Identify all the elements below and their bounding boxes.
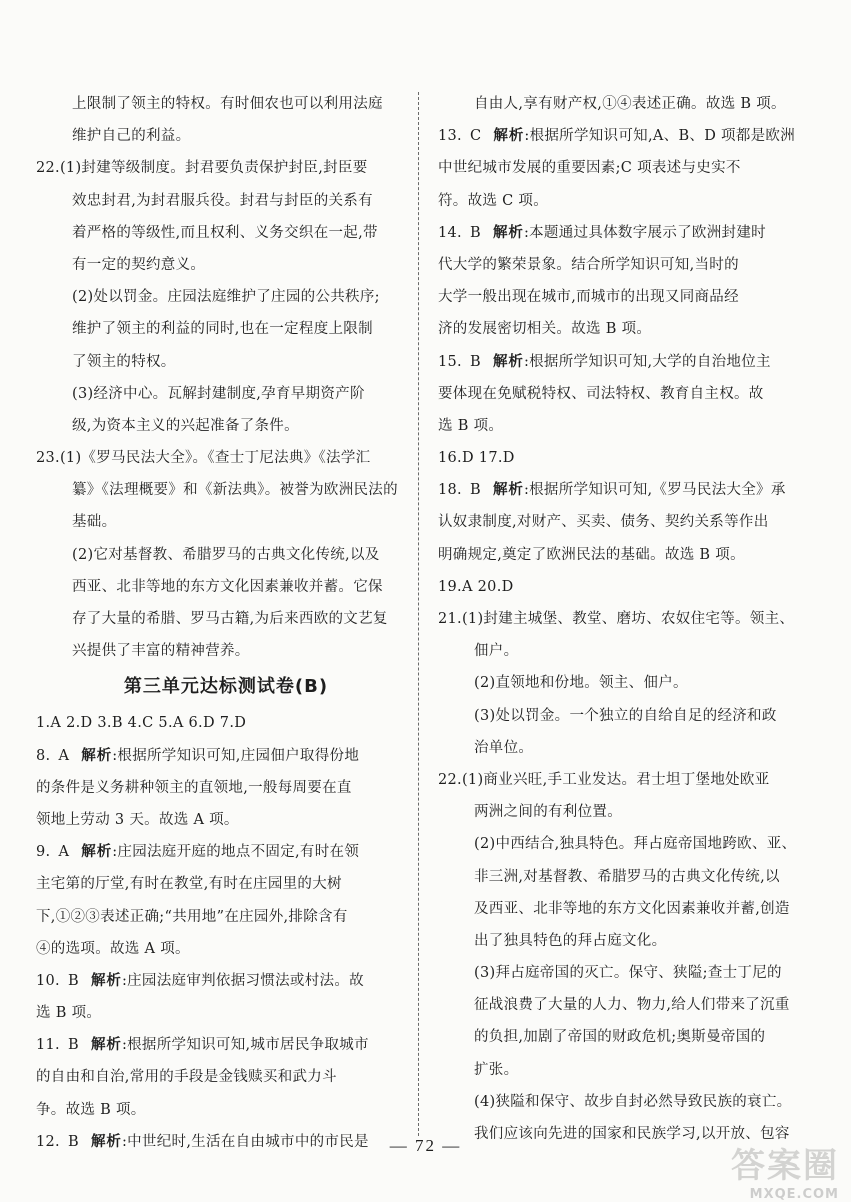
text-line: 的自由和自治,常用的手段是金钱赎买和武力斗 — [36, 1069, 337, 1086]
answer-22-line — [438, 764, 818, 796]
text-line: 兴提供了丰富的精神营养。 — [72, 643, 250, 660]
analysis-tag: 解析 — [90, 972, 122, 989]
text-line: 及西亚、北非等地的东方文化因素兼收并蓄,创造 — [474, 900, 790, 917]
question-number: 22. — [36, 160, 60, 177]
text-line: 大学一般出现在城市,而城市的出现又同商品经 — [438, 289, 739, 306]
question-number: 13. — [438, 128, 462, 145]
question-number: 22. — [438, 771, 462, 788]
text-line: (3)处以罚金。一个独立的自给自足的经济和政 — [474, 707, 777, 724]
analysis-text: 根据所学知识可知,大学的自治地位主 — [529, 353, 771, 370]
analysis-text: 根据所学知识可知,庄园佃户取得份地 — [117, 747, 360, 764]
text-line: 治单位。 — [474, 739, 534, 756]
question-number: 23. — [36, 450, 60, 467]
analysis-text: 中世纪时,生活在自由城市中的市民是 — [127, 1133, 369, 1150]
text-line: 上限制了领主的特权。有时佃农也可以利用法庭 — [72, 96, 383, 112]
answer-13-line: 13. C 解析:根据所学知识可知,A、B、D 项都是欧洲 — [438, 120, 818, 152]
text-line: 西亚、北非等地的东方文化因素兼收并蓄。它保 — [72, 578, 383, 595]
text-line: 征战浪费了大量的人力、物力,给人们带来了沉重 — [474, 997, 790, 1014]
answer-letter: B — [469, 482, 481, 499]
answer-12-line: 12. B 解析:中世纪时,生活在自由城市中的市民是 — [36, 1126, 416, 1158]
text-line: (2)中西结合,独具特色。拜占庭帝国地跨欧、亚、 — [474, 836, 797, 853]
watermark-logo — [689, 1138, 839, 1202]
text-line: 纂》《法理概要》和《新法典》。被誉为欧洲民法的 — [72, 482, 398, 499]
text-line: 维护自己的利益。 — [72, 128, 191, 145]
answer-18-line: 18. B 解析:根据所学知识可知,《罗马民法大全》承 — [438, 474, 818, 506]
question-number: 14. — [438, 224, 462, 241]
analysis-tag: 解析 — [492, 353, 524, 370]
analysis-tag: 解析 — [90, 1133, 122, 1150]
text-line: 扩张。 — [474, 1061, 519, 1078]
text-line: 级,为资本主义的兴起准备了条件。 — [72, 417, 299, 434]
question-number: 9. — [36, 844, 51, 861]
answer-text: (1)商业兴旺,手工业发达。君士坦丁堡地处欧亚 — [461, 771, 770, 788]
answer-letter: B — [67, 972, 79, 989]
simple-answers: 16.D 17.D — [438, 450, 515, 467]
text-line: 的负担,加剧了帝国的财政危机;奥斯曼帝国的 — [474, 1029, 766, 1046]
text-line: 非三洲,对基督教、希腊罗马的古典文化传统,以 — [474, 868, 780, 885]
text-line: 两洲之间的有利位置。 — [474, 804, 622, 821]
text-line: 明确规定,奠定了欧洲民法的基础。故选 B 项。 — [438, 546, 745, 563]
text-line: 维护了领主的利益的同时,也在一定程度上限制 — [72, 321, 373, 338]
answer-14-line: 14. B 解析:本题通过具体数字展示了欧洲封建时 — [438, 217, 818, 249]
text-line: 选 B 项。 — [438, 417, 504, 434]
answer-letter: C — [469, 128, 482, 145]
text-line: 要体现在免赋税特权、司法特权、教育自主权。故 — [438, 385, 764, 402]
analysis-tag: 解析 — [81, 747, 113, 764]
analysis-tag: 解析 — [81, 844, 113, 861]
text-line: 有一定的契约意义。 — [72, 256, 206, 273]
question-number: 21. — [438, 611, 462, 627]
text-line: 代大学的繁荣景象。结合所学知识可知,当时的 — [438, 256, 739, 273]
text-line: 佃户。 — [474, 643, 519, 660]
text-line: 的条件是义务耕种领主的直领地,一般每周要在直 — [36, 779, 352, 796]
text-line: ④的选项。故选 A 项。 — [36, 940, 190, 957]
analysis-text: 根据所学知识可知,城市居民争取城市 — [127, 1037, 369, 1054]
text-line: 着严格的等级性,而且权利、义务交织在一起,带 — [72, 224, 378, 241]
answer-letter: A — [58, 844, 70, 861]
analysis-text: 庄园法庭审判依据习惯法或村法。故 — [127, 972, 364, 989]
answer-10-line: 10. B 解析:庄园法庭审判依据习惯法或村法。故 — [36, 965, 416, 997]
analysis-text: 本题通过具体数字展示了欧洲封建时 — [529, 224, 766, 241]
text-line: (2)直领地和份地。领主、佃户。 — [474, 675, 688, 692]
left-column — [36, 88, 416, 1158]
answer-21-line — [438, 603, 818, 635]
question-number: 10. — [36, 972, 60, 989]
answer-8-line: 8. A 解析:根据所学知识可知,庄园佃户取得份地 — [36, 740, 416, 772]
text-line: 我们应该向先进的国家和民族学习,以开放、包容 — [474, 1126, 790, 1142]
analysis-tag: 解析 — [90, 1037, 122, 1054]
answer-text: (1)封建主城堡、教堂、磨坊、农奴住宅等。领主、 — [461, 611, 795, 627]
text-line: 出了独具特色的拜占庭文化。 — [474, 932, 667, 949]
text-line: (4)狭隘和保守、故步自封必然导致民族的衰亡。 — [474, 1093, 792, 1110]
answer-text: (1)封建等级制度。封君要负责保护封臣,封臣要 — [59, 160, 368, 177]
answer-23-line — [36, 442, 416, 474]
text-line: 争。故选 B 项。 — [36, 1101, 146, 1118]
text-line: (3)拜占庭帝国的灭亡。保守、狭隘;查士丁尼的 — [474, 965, 782, 982]
question-number: 11. — [36, 1037, 60, 1054]
answer-text: (1)《罗马民法大全》。《查士丁尼法典》《法学汇 — [59, 450, 371, 467]
answer-11-line: 11. B 解析:根据所学知识可知,城市居民争取城市 — [36, 1029, 416, 1061]
watermark-url: MXQE.COM — [749, 1187, 839, 1202]
answer-letter: B — [469, 353, 481, 370]
simple-answers: 19.A 20.D — [438, 578, 514, 595]
analysis-text: 庄园法庭开庭的地点不固定,有时在领 — [117, 844, 360, 861]
text-line: 认奴隶制度,对财产、买卖、债务、契约关系等作出 — [438, 514, 769, 531]
section-title: 第三单元达标测试卷(B) — [123, 676, 329, 698]
right-column — [438, 88, 818, 1150]
analysis-text: 根据所学知识可知,《罗马民法大全》承 — [529, 482, 786, 499]
answer-letter: B — [67, 1037, 79, 1054]
analysis-tag: 解析 — [493, 128, 525, 145]
text-line: 中世纪城市发展的重要因素;C 项表述与史实不 — [438, 160, 741, 177]
answer-letter: A — [58, 747, 70, 764]
answer-letter: B — [469, 224, 481, 241]
watermark-glyphs: 答案圈 — [731, 1146, 839, 1186]
question-number: 18. — [438, 482, 462, 499]
page-number: — 72 — — [389, 1136, 462, 1155]
analysis-tag: 解析 — [492, 482, 524, 499]
analysis-text: 根据所学知识可知,A、B、D 项都是欧洲 — [529, 128, 796, 145]
text-line: 济的发展密切相关。故选 B 项。 — [438, 321, 652, 338]
text-line: 了领主的特权。 — [72, 353, 176, 370]
answer-22-line — [36, 152, 416, 184]
text-line: 选 B 项。 — [36, 1005, 102, 1022]
text-line: 效忠封君,为封君服兵役。封君与封臣的关系有 — [72, 192, 373, 209]
column-divider — [418, 92, 419, 1136]
text-line: 自由人,享有财产权,①④表述正确。故选 B 项。 — [474, 96, 786, 112]
text-line: 下,①②③表述正确;“共用地”在庄园外,排除含有 — [36, 908, 348, 925]
text-line: 基础。 — [72, 514, 117, 531]
text-line: (3)经济中心。瓦解封建制度,孕育早期资产阶 — [72, 385, 365, 402]
text-line: (2)处以罚金。庄园法庭维护了庄园的公共秩序; — [72, 289, 380, 306]
text-line: (2)它对基督教、希腊罗马的古典文化传统,以及 — [72, 546, 380, 563]
answer-15-line: 15. B 解析:根据所学知识可知,大学的自治地位主 — [438, 346, 818, 378]
question-number: 12. — [36, 1133, 60, 1150]
text-line: 领地上劳动 3 天。故选 A 项。 — [36, 811, 239, 828]
text-line: 存了大量的希腊、罗马古籍,为后来西欧的文艺复 — [72, 611, 388, 627]
analysis-tag: 解析 — [492, 224, 524, 241]
text-line: 符。故选 C 项。 — [438, 192, 549, 209]
answer-9-line: 9. A 解析:庄园法庭开庭的地点不固定,有时在领 — [36, 836, 416, 868]
simple-answers: 1.A 2.D 3.B 4.C 5.A 6.D 7.D — [36, 715, 247, 732]
text-line: 主宅第的厅堂,有时在教堂,有时在庄园里的大树 — [36, 876, 342, 893]
question-number: 8. — [36, 747, 51, 764]
answer-letter: B — [67, 1133, 79, 1150]
question-number: 15. — [438, 353, 462, 370]
